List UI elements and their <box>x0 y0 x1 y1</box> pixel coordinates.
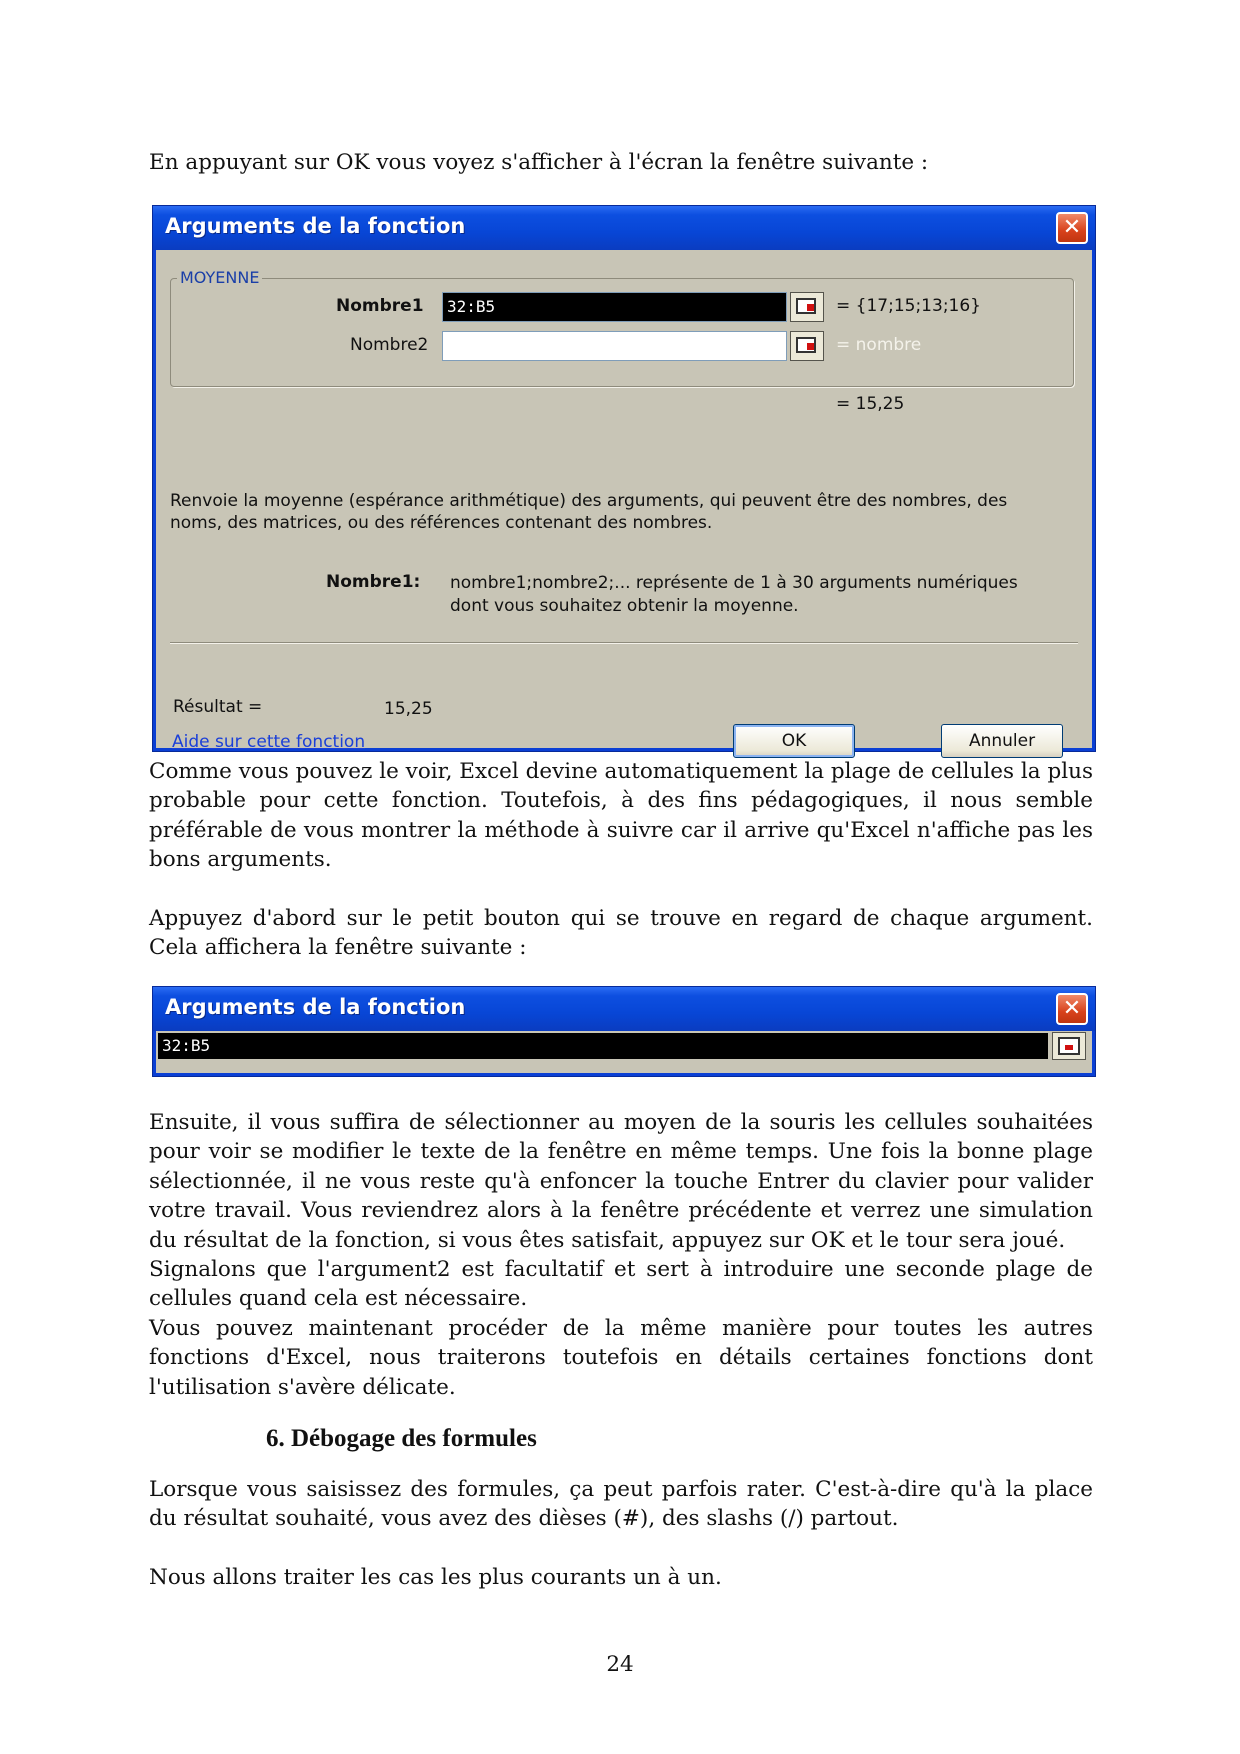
paragraph-6: Lorsque vous saisissez des formules, ça peut parfois rater. C'est-à-dire qu'à la place du résultat souhaité, vous avez des dièses (#), des slashs (/) partout. <box>149 1477 1093 1532</box>
paragraph-5: Vous pouvez maintenant procéder de la même manière pour toutes les autres fonctions d'Excel, nous traiterons toutefois en détails certaines fonctions dont l'utilisation s'avère délicate. <box>149 1316 1093 1400</box>
arg2-input[interactable] <box>442 331 787 361</box>
result-value: 15,25 <box>384 699 433 719</box>
range-input[interactable]: 32:B5 <box>158 1033 1048 1059</box>
argument-help-text: nombre1;nombre2;... représente de 1 à 30 arguments numériques dont vous souhaitez obtenir la moyenne. <box>450 573 1018 616</box>
argument-help-name: Nombre1: <box>326 572 421 592</box>
help-link[interactable]: Aide sur cette fonction <box>172 732 366 752</box>
arg2-evaluated-value: = nombre <box>836 335 922 355</box>
arg1-label: Nombre1 <box>336 296 424 316</box>
collapsed-arguments-dialog <box>152 986 1096 1077</box>
function-description: Renvoie la moyenne (espérance arithmétique) des arguments, qui peuvent être des nombres, des noms, des matrices, ou des références contenant des nombres. <box>170 491 1008 533</box>
dialog-title-bar[interactable] <box>153 206 1095 250</box>
cancel-button[interactable]: Annuler <box>941 724 1063 758</box>
paragraph-2: Appuyez d'abord sur le petit bouton qui se trouve en regard de chaque argument. Cela affichera la fenêtre suivante : <box>149 906 1093 961</box>
function-arguments-dialog <box>152 205 1096 752</box>
section-heading: 6. Débogage des formules <box>266 1425 537 1452</box>
formula-evaluated-value: = 15,25 <box>836 394 905 414</box>
expand-dialog-icon <box>1058 1037 1080 1055</box>
collapse-dialog-icon <box>796 337 816 353</box>
dialog-body <box>156 1031 1092 1073</box>
arg1-input[interactable]: 32:B5 <box>442 292 787 322</box>
expand-dialog-button[interactable] <box>1052 1032 1086 1060</box>
ok-button[interactable]: OK <box>733 724 855 758</box>
intro-text: En appuyant sur OK vous voyez s'afficher à l'écran la fenêtre suivante : <box>149 150 929 175</box>
close-icon[interactable]: ✕ <box>1056 993 1088 1025</box>
paragraph-7: Nous allons traiter les cas les plus courants un à un. <box>149 1565 722 1590</box>
collapse-dialog-icon <box>796 298 816 314</box>
paragraph-1: Comme vous pouvez le voir, Excel devine automatiquement la plage de cellules la plus probable pour cette fonction. Toutefois, à des fins pédagogiques, il nous semble préférable de vous montrer la méthode à suivre car il arrive qu'Excel n'affiche pas les bons arguments. <box>149 759 1093 873</box>
close-icon[interactable]: ✕ <box>1056 212 1088 244</box>
paragraph-4: Signalons que l'argument2 est facultatif et sert à introduire une seconde plage de cellules quand cela est nécessaire. <box>149 1257 1093 1312</box>
dialog-title: Arguments de la fonction <box>165 995 466 1019</box>
arg1-evaluated-value: = {17;15;13;16} <box>836 296 981 316</box>
arg2-range-picker-button[interactable] <box>790 331 824 361</box>
page-number: 24 <box>606 1652 634 1677</box>
dialog-title-bar[interactable] <box>153 987 1095 1031</box>
result-label: Résultat = <box>173 697 263 717</box>
paragraph-3: Ensuite, il vous suffira de sélectionner au moyen de la souris les cellules souhaitées pour voir se modifier le texte de la fenêtre en même temps. Une fois la bonne plage sélectionnée, il ne vous reste qu'à enfoncer la touche Entrer du clavier pour valider votre travail. Vous reviendrez alors à la fenêtre précédente et verrez une simulation du résultat de la fonction, si vous êtes satisfait, appuyez sur OK et le tour sera joué. <box>149 1110 1093 1253</box>
arg2-label: Nombre2 <box>350 335 429 355</box>
function-name-label: MOYENNE <box>177 268 262 287</box>
dialog-body <box>156 250 1092 752</box>
arg1-range-picker-button[interactable] <box>790 292 824 322</box>
dialog-title: Arguments de la fonction <box>165 214 466 238</box>
divider <box>170 642 1078 644</box>
